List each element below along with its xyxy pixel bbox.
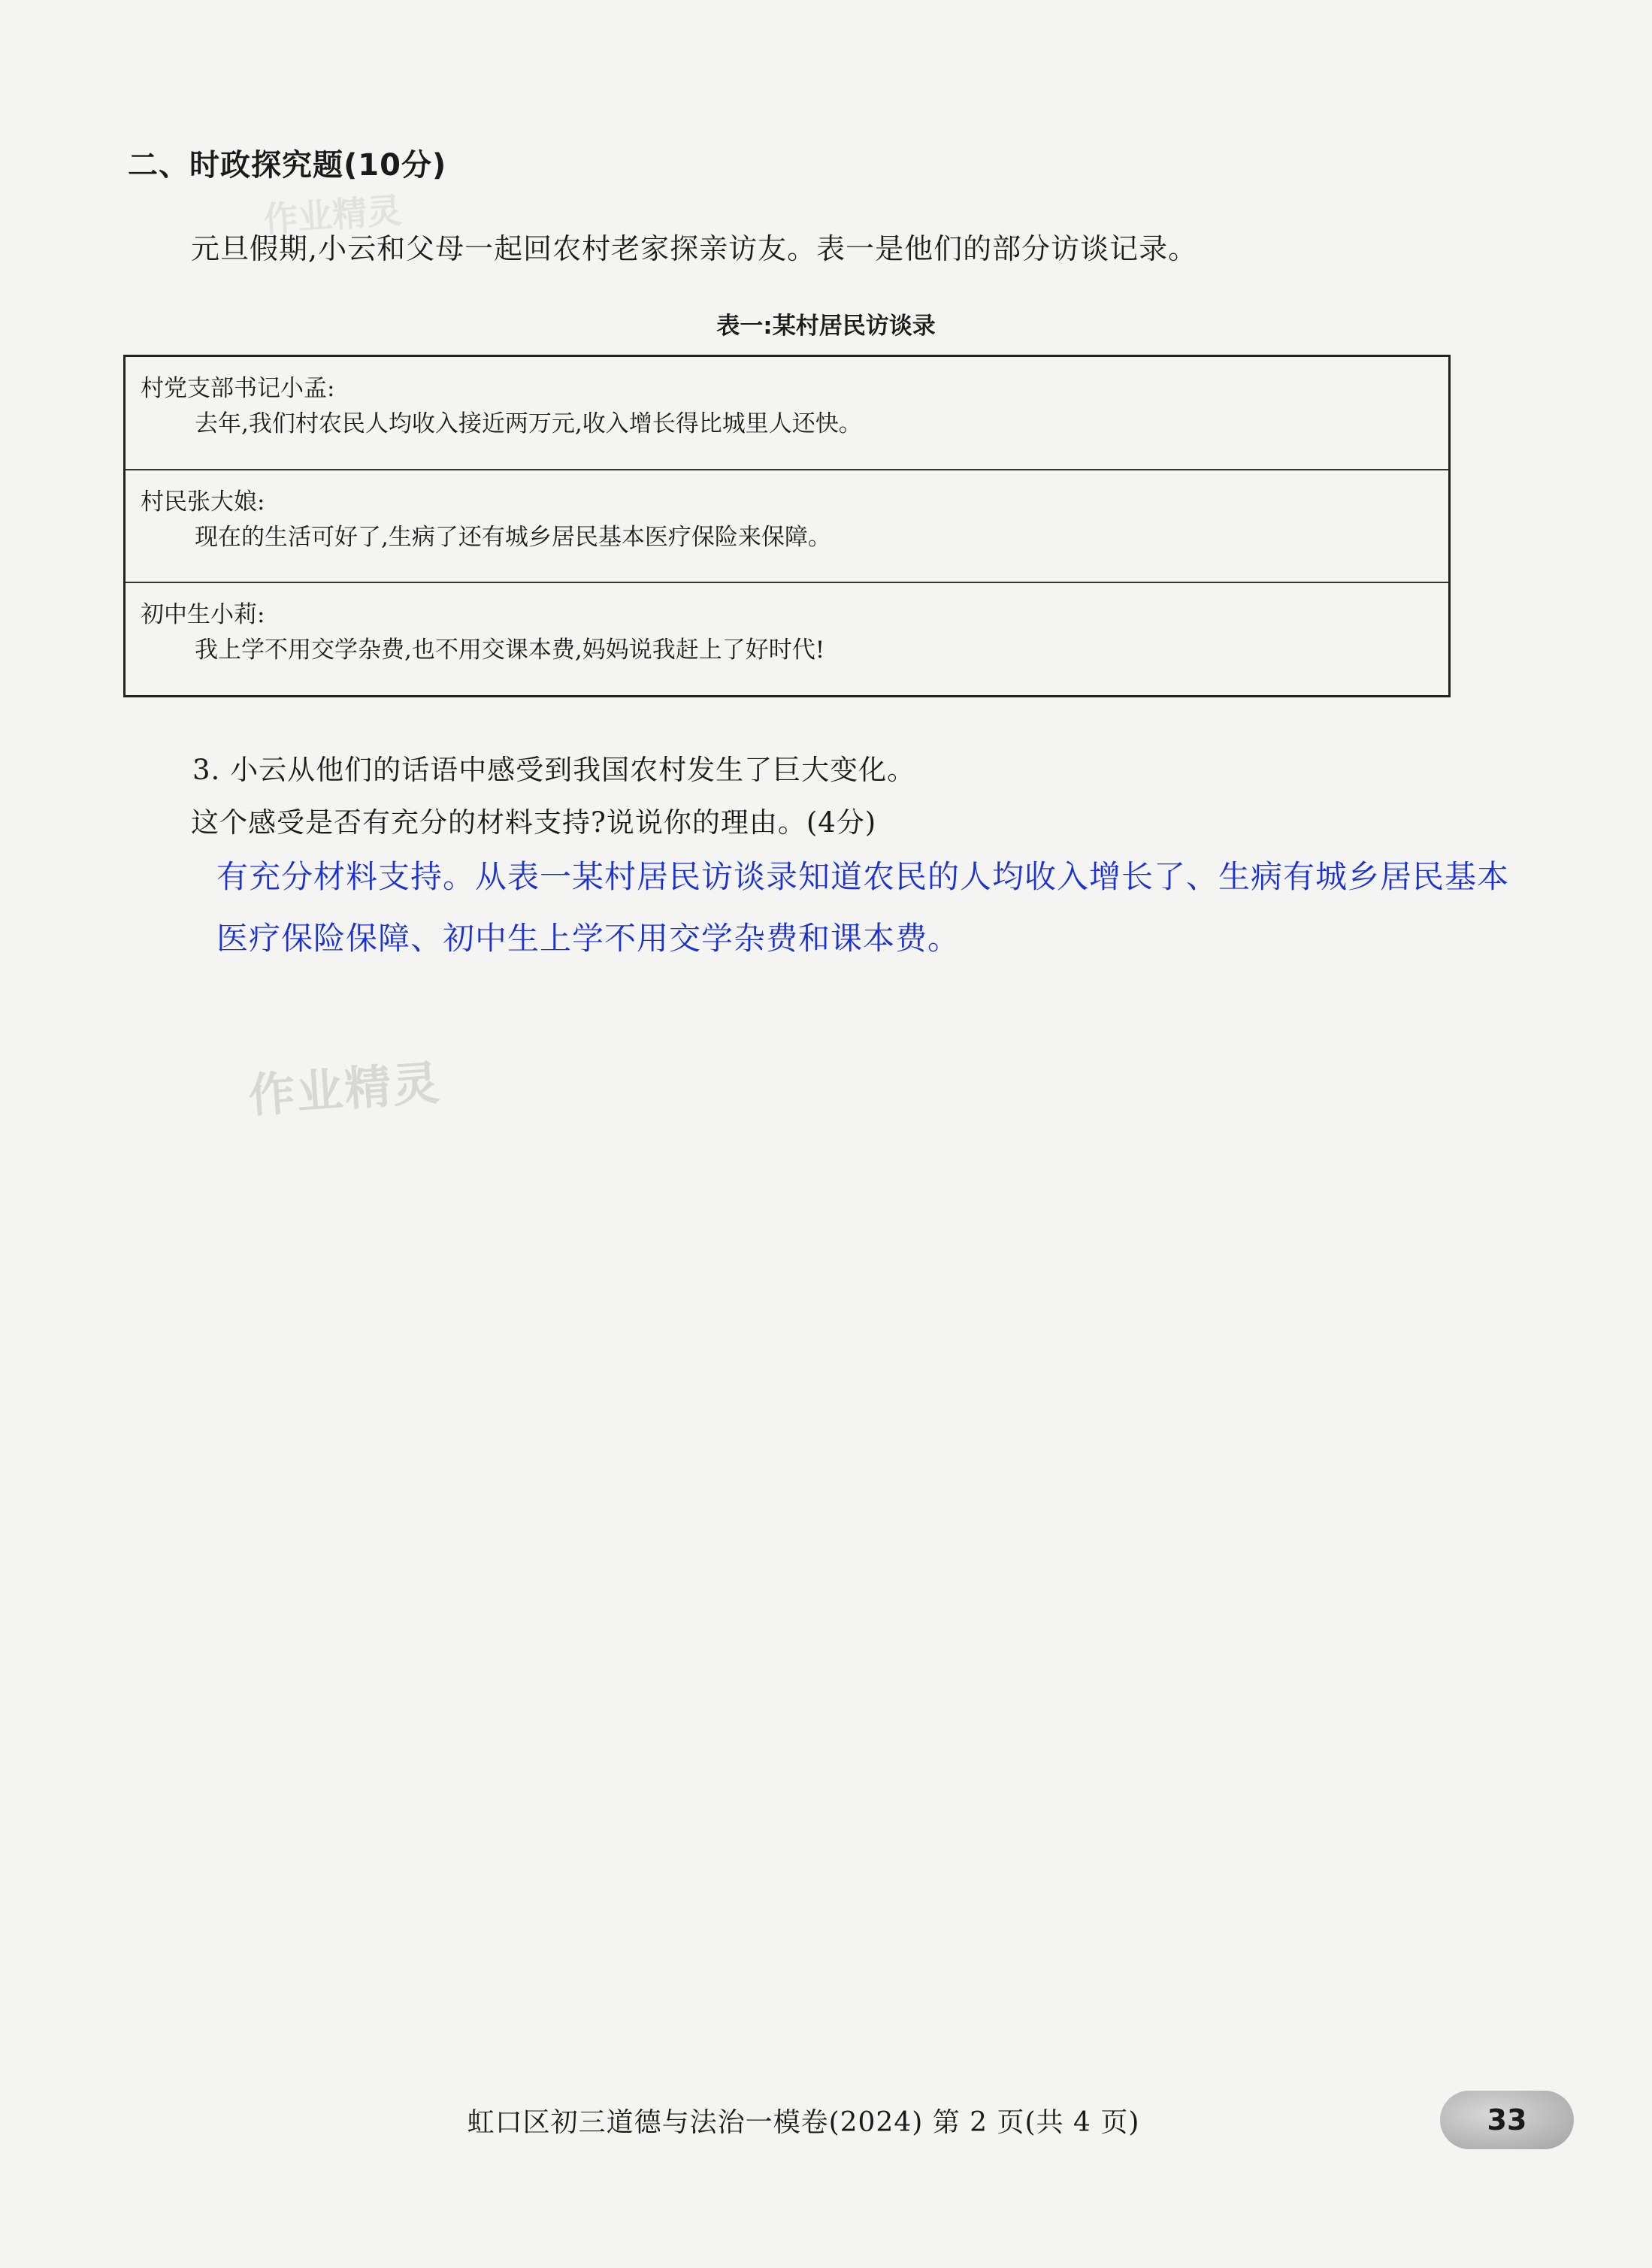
question-3 (191, 744, 915, 849)
page-number-badge: 33 (1440, 2091, 1574, 2149)
watermark-top: 作业精灵 (262, 189, 403, 240)
handwritten-answer: 有充分材料支持。从表一某村居民访谈录知道农民的人均收入增长了、生病有城乡居民基本医疗保险保障、初中生上学不用交学杂费和课本费。 (216, 858, 1510, 957)
watermark: 作业精灵 (247, 1055, 443, 1123)
question-line-1 (191, 744, 915, 797)
question-line-2: 这个感受是否有充分的材料支持?说说你的理由。(4分) (191, 806, 877, 839)
interview-table (123, 355, 1451, 697)
question-text: 小云从他们的话语中感受到我国农村发生了巨大变化。 (230, 754, 916, 786)
intro-paragraph: 元旦假期,小云和父母一起回农村老家探亲访友。表一是他们的部分访谈记录。 (191, 232, 1198, 265)
interview-quote: 我上学不用交学杂费,也不用交课本费,妈妈说我赶上了好时代! (195, 637, 825, 664)
section-title: 二、时政探究题(10分) (128, 148, 447, 183)
speaker-label: 村民张大娘: (141, 488, 265, 516)
interview-quote: 去年,我们村农民人均收入接近两万元,收入增长得比城里人还快。 (195, 410, 862, 437)
interview-row-student (126, 583, 1448, 695)
question-number: 3. (192, 754, 221, 786)
table-caption: 表一:某村居民访谈录 (716, 313, 936, 340)
speaker-label: 初中生小莉: (141, 601, 265, 629)
interview-quote: 现在的生活可好了,生病了还有城乡居民基本医疗保险来保障。 (195, 523, 831, 551)
interview-row-secretary (126, 357, 1448, 470)
speaker-label: 村党支部书记小孟: (141, 375, 335, 402)
interview-row-villager (126, 470, 1448, 584)
page-footer: 虹口区初三道德与法治一模卷(2024) 第 2 页(共 4 页) (467, 2107, 1140, 2138)
